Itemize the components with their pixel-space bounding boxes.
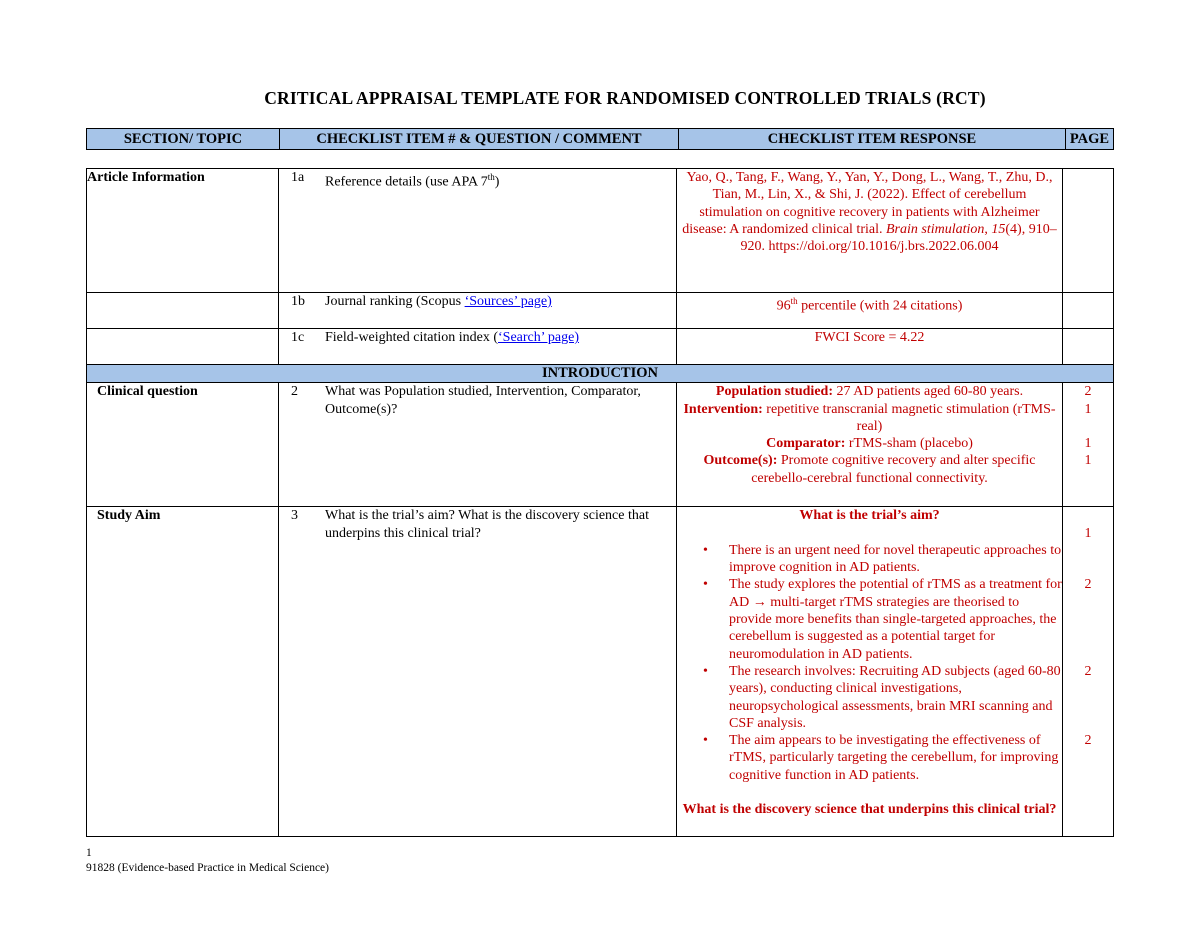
- item-number: 2: [291, 384, 298, 400]
- fwci-response: FWCI Score = 4.22: [677, 329, 1063, 365]
- page-title: CRITICAL APPRAISAL TEMPLATE FOR RANDOMISED CONTROLLED TRIALS (RCT): [264, 88, 986, 108]
- table-row: [87, 507, 1114, 837]
- discovery-heading: What is the discovery science that underpins this clinical trial?: [682, 802, 1057, 818]
- header-response: CHECKLIST ITEM RESPONSE: [679, 129, 1066, 150]
- page-refs: 1 2 2 2: [1063, 507, 1114, 837]
- section-study-aim: Study Aim: [87, 507, 279, 837]
- list-item: • The aim appears to be investigating the effectiveness of rTMS, particularly targeting the cerebellum, for improving cognitive function in AD patients.: [677, 732, 1062, 784]
- header-checklist: CHECKLIST ITEM # & QUESTION / COMMENT: [280, 129, 679, 150]
- page-refs: 2 1 1 1: [1063, 383, 1114, 507]
- scopus-search-link[interactable]: ‘Search’ page): [498, 330, 579, 345]
- header-section: SECTION/ TOPIC: [87, 129, 280, 150]
- aim-heading: What is the trial’s aim?: [799, 508, 940, 524]
- section-band: [87, 365, 1114, 383]
- section-article-info: Article Information: [87, 169, 279, 293]
- table-row: [87, 293, 1114, 329]
- list-item: • The research involves: Recruiting AD subjects (aged 60-80 years), conducting clinical investigations, neuropsychological assessments, brain MRI scanning and CSF analysis.: [677, 663, 1062, 732]
- scopus-sources-link[interactable]: ‘Sources’ page): [464, 294, 552, 309]
- item-number: 1b: [291, 294, 305, 309]
- item-number: 1a: [291, 170, 305, 185]
- journal-ranking-response: 96th percentile (with 24 citations): [677, 293, 1063, 329]
- section-clinical-question: Clinical question: [87, 383, 279, 507]
- pico-response: Population studied: 27 AD patients aged 60-80 years. Intervention: repetitive transcranial magnetic stimulation (rTMS-real) Comparator: rTMS-sham (placebo) Outcome(s): Promote cognitive recovery and alter specific cerebello-cerebral functional connectivity.: [677, 383, 1063, 507]
- footer-page-number: 1: [86, 847, 92, 859]
- list-item: • There is an urgent need for novel therapeutic approaches to improve cognition in AD patients.: [677, 542, 1062, 577]
- header-row: [86, 128, 1114, 150]
- question-text: What was Population studied, Intervention, Comparator, Outcome(s)?: [325, 384, 641, 417]
- page-footer: [86, 846, 329, 875]
- table-row: [87, 383, 1114, 507]
- aim-bullets: [677, 542, 1062, 784]
- item-number: 1c: [291, 330, 305, 345]
- introduction-heading: INTRODUCTION: [87, 365, 1114, 383]
- table-row: [87, 329, 1114, 365]
- aim-response: [677, 507, 1063, 837]
- item-number: 3: [291, 508, 298, 524]
- reference-response: Yao, Q., Tang, F., Wang, Y., Yan, Y., Dong, L., Wang, T., Zhu, D., Tian, M., Lin, X., & Shi, J. (2022). Effect of cerebellum stimulation on cognitive recovery in patients with Alzheimer disease: A randomized clinical trial. Brain stimulation, 15(4), 910–920. https://doi.org/10.1016/j.brs.2022.06.004: [677, 169, 1063, 293]
- question-text: Field-weighted citation index (: [325, 330, 499, 345]
- header-page: PAGE: [1066, 129, 1114, 150]
- table-row: Article Information 1a Reference details (use APA 7th) Yao, Q., Tang, F., Wang, Y., Yan, Y., Dong, L., Wang, T., Zhu, D., Tian, M., Lin, X., & Shi, J. (2022). Effect of cerebellum stimulation on cognitive recovery in patients with Alzheimer disease: A randomized clinical trial. Brain stimulation, 15(4), 910–920. https://doi.org/10.1016/j.brs.2022.06.004: [87, 169, 1114, 293]
- list-item: • The study explores the potential of rTMS as a treatment for AD → multi-target rTMS strategies are theorised to provide more benefits than single-targeted approaches, the cerebellum is suggested as a potential target for neuromodulation in AD patients.: [677, 576, 1062, 662]
- question-text: Reference details (use APA 7: [325, 174, 488, 190]
- question-text: Journal ranking (Scopus: [325, 294, 465, 309]
- footer-course: 91828 (Evidence-based Practice in Medical Science): [86, 861, 329, 874]
- appraisal-table: [86, 168, 1114, 837]
- question-text: What is the trial’s aim? What is the discovery science that underpins this clinical trial?: [325, 508, 649, 541]
